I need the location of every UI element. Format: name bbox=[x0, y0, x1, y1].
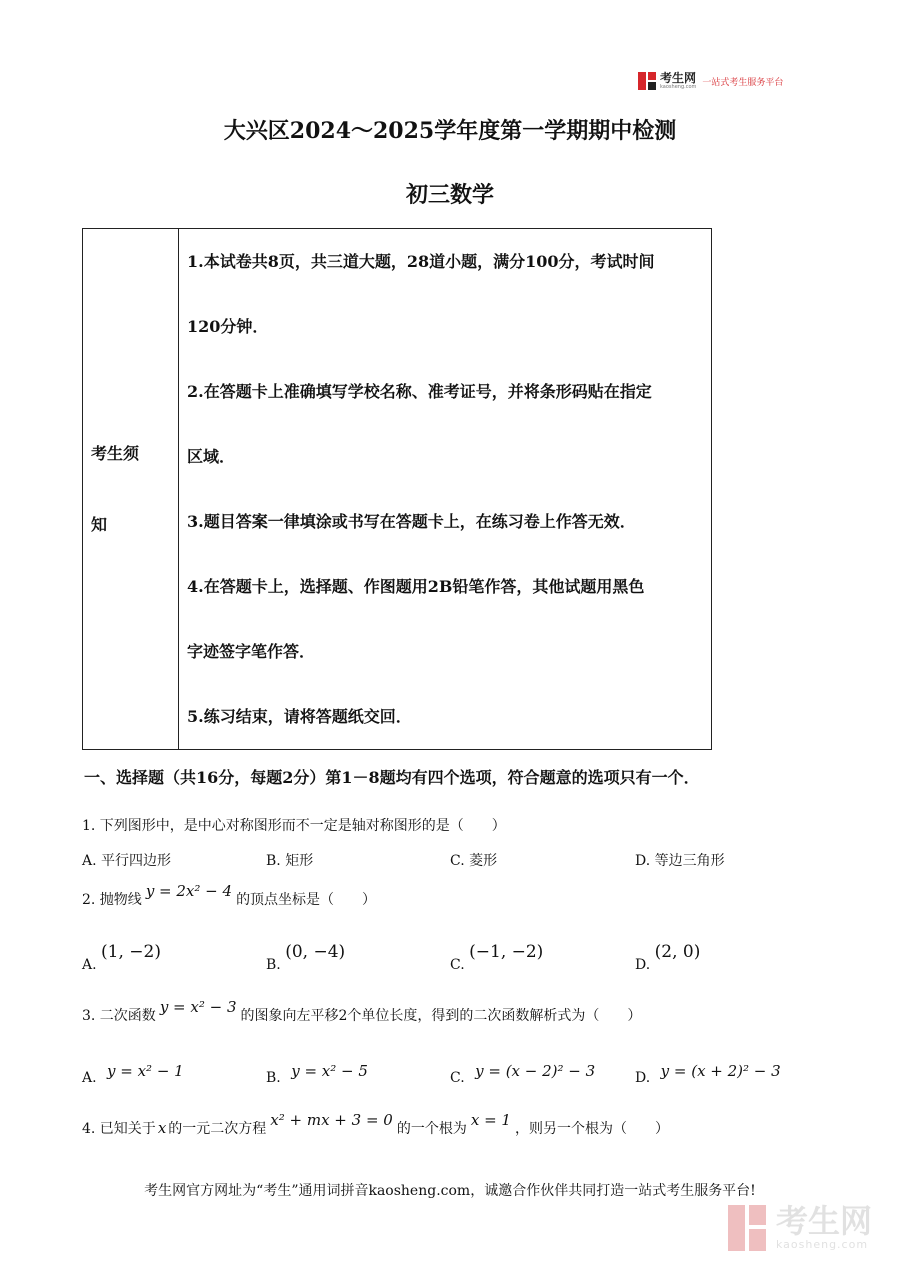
q4-mid1: 的一元二次方程 bbox=[168, 1121, 267, 1137]
watermark-logo-icon bbox=[728, 1205, 768, 1251]
q4-mid2: 的一个根为 bbox=[396, 1121, 467, 1137]
logo-url: kaosheng.com bbox=[660, 84, 697, 90]
q2-option-d bbox=[635, 942, 701, 973]
logo-text bbox=[660, 72, 696, 90]
q2-formula: y = 2x² − 4 bbox=[145, 882, 233, 900]
footer-text: 考生网官方网址为“考生”通用词拼音kaosheng.com，诚邀合作伙伴共同打造一站式考生服务平台! bbox=[144, 1183, 756, 1199]
q2-option-c bbox=[450, 942, 544, 973]
logo-slogan: 一站式考生服务平台 bbox=[702, 77, 784, 88]
q2-option-b-label: B. bbox=[266, 957, 281, 973]
question-4-stem bbox=[82, 1111, 669, 1138]
notice-item: 5.练习结束，请将答题纸交回． bbox=[187, 707, 412, 726]
watermark-text bbox=[776, 1204, 872, 1251]
q3-option-b bbox=[266, 1062, 368, 1086]
question-1-stem: 1. 下列图形中，是中心对称图形而不一定是轴对称图形的是（ ） bbox=[82, 818, 506, 834]
page-subtitle: 初三数学 bbox=[405, 182, 494, 208]
q4-formula: x² + mx + 3 = 0 bbox=[270, 1111, 393, 1129]
notice-item: 2.在答题卡上准确填写学校名称、准考证号，并将条形码贴在指定 bbox=[187, 382, 652, 401]
q3-suffix: 的图象向左平移2个单位长度，得到的二次函数解析式为（ ） bbox=[240, 1008, 642, 1024]
q2-prefix: 2. 抛物线 bbox=[82, 892, 142, 908]
watermark-name: 考生网 bbox=[775, 1202, 872, 1240]
q2-option-a bbox=[82, 942, 161, 973]
page-title: 大兴区2024～2025学年度第一学期期中检测 bbox=[223, 118, 677, 144]
q3-option-c bbox=[450, 1062, 596, 1086]
q3-option-b-label: B. bbox=[266, 1070, 281, 1086]
q2-option-d-value: (2, 0) bbox=[654, 942, 701, 962]
notice-label-line2: 知 bbox=[91, 515, 108, 534]
q3-option-a bbox=[82, 1062, 184, 1086]
notice-table bbox=[82, 228, 712, 750]
q3-prefix: 3. 二次函数 bbox=[82, 1008, 156, 1024]
q2-option-c-label: C. bbox=[450, 957, 465, 973]
kaosheng-logo-icon bbox=[638, 72, 656, 90]
question-3-stem bbox=[82, 998, 642, 1025]
notice-item: 字迹签字笔作答． bbox=[187, 642, 316, 661]
q3-formula: y = x² − 3 bbox=[159, 998, 237, 1016]
notice-items bbox=[179, 229, 712, 750]
q4-root: x = 1 bbox=[470, 1111, 511, 1129]
notice-item: 区域． bbox=[187, 447, 236, 466]
q3-option-a-value: y = x² − 1 bbox=[107, 1062, 184, 1080]
q2-option-a-label: A. bbox=[82, 957, 97, 973]
q3-option-a-label: A. bbox=[82, 1070, 97, 1086]
logo-name: 考生网 bbox=[660, 71, 697, 85]
q2-option-d-label: D. bbox=[635, 957, 651, 973]
q4-suffix: ，则另一个根为（ ） bbox=[514, 1121, 669, 1137]
q1-option-c: C. 菱形 bbox=[450, 853, 498, 869]
q2-option-b-value: (0, −4) bbox=[285, 942, 346, 962]
q3-option-c-value: y = (x − 2)² − 3 bbox=[475, 1062, 596, 1080]
watermark bbox=[728, 1204, 872, 1251]
q2-suffix: 的顶点坐标是（ ） bbox=[236, 892, 377, 908]
q4-var: x bbox=[157, 1119, 167, 1137]
q3-option-c-label: C. bbox=[450, 1070, 465, 1086]
q3-option-b-value: y = x² − 5 bbox=[291, 1062, 368, 1080]
notice-item: 4.在答题卡上，选择题、作图题用2B铅笔作答，其他试题用黑色 bbox=[187, 577, 645, 596]
q1-option-a: A. 平行四边形 bbox=[82, 853, 172, 869]
notice-label-line1: 考生须 bbox=[91, 444, 140, 463]
q1-option-d: D. 等边三角形 bbox=[635, 853, 725, 869]
q2-option-c-value: (−1, −2) bbox=[469, 942, 544, 962]
q3-option-d-value: y = (x + 2)² − 3 bbox=[660, 1062, 781, 1080]
question-2-stem bbox=[82, 882, 377, 909]
notice-item: 120分钟． bbox=[187, 317, 269, 336]
notice-item: 1.本试卷共8页，共三道大题，28道小题，满分100分，考试时间 bbox=[187, 252, 655, 271]
q2-option-b bbox=[266, 942, 346, 973]
q4-prefix: 4. 已知关于 bbox=[82, 1121, 156, 1137]
q2-option-a-value: (1, −2) bbox=[101, 942, 161, 962]
notice-label bbox=[83, 229, 179, 750]
q3-option-d-label: D. bbox=[635, 1070, 651, 1086]
notice-item: 3.题目答案一律填涂或书写在答题卡上，在练习卷上作答无效． bbox=[187, 512, 636, 531]
header-logo bbox=[638, 72, 783, 90]
section-heading: 一、选择题（共16分，每题2分）第1－8题均有四个选项，符合题意的选项只有一个． bbox=[84, 768, 700, 787]
q1-option-b: B. 矩形 bbox=[266, 853, 314, 869]
watermark-url: kaosheng.com bbox=[775, 1238, 869, 1251]
q3-option-d bbox=[635, 1062, 781, 1086]
